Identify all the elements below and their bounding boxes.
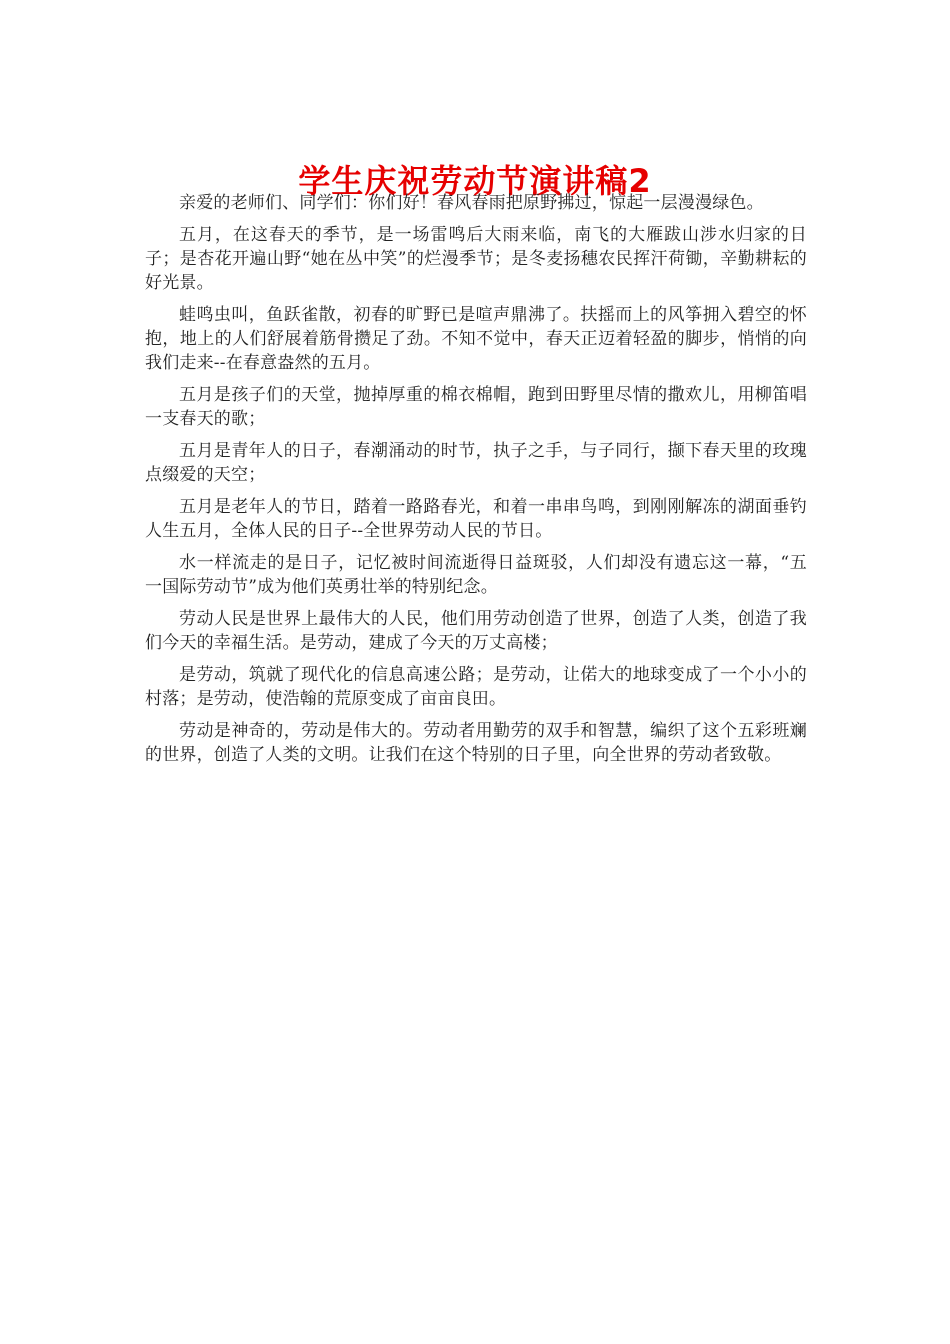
document-body	[145, 191, 807, 775]
paragraph-8: 劳动人民是世界上最伟大的人民，他们用劳动创造了世界，创造了人类，创造了我们今天的幸福生活。是劳动，建成了今天的万丈高楼；	[145, 609, 807, 653]
paragraph-2: 五月，在这春天的季节，是一场雷鸣后大雨来临，南飞的大雁跋山涉水归家的日子；是杏花开遍山野“她在丛中笑”的烂漫季节；是冬麦扬穗农民挥汗荷锄，辛勤耕耘的好光景。	[145, 225, 807, 293]
paragraph-5: 五月是青年人的日子，春潮涌动的时节，执子之手，与子同行，撷下春天里的玫瑰点缀爱的天空；	[145, 441, 807, 485]
paragraph-1: 亲爱的老师们、同学们：你们好！春风春雨把原野拂过，惊起一层漫漫绿色。	[179, 193, 764, 213]
paragraph-10: 劳动是神奇的，劳动是伟大的。劳动者用勤劳的双手和智慧，编织了这个五彩班斓的世界，创造了人类的文明。让我们在这个特别的日子里，向全世界的劳动者致敬。	[145, 721, 807, 765]
paragraph-4: 五月是孩子们的天堂，抛掉厚重的棉衣棉帽，跑到田野里尽情的撒欢儿，用柳笛唱一支春天的歌；	[145, 385, 807, 429]
paragraph-7: 水一样流走的是日子，记忆被时间流逝得日益斑驳，人们却没有遗忘这一幕，“五一国际劳动节”成为他们英勇壮举的特别纪念。	[145, 553, 807, 597]
paragraph-3: 蛙鸣虫叫，鱼跃雀散，初春的旷野已是喧声鼎沸了。扶摇而上的风筝拥入碧空的怀抱，地上的人们舒展着筋骨攒足了劲。不知不觉中，春天正迈着轻盈的脚步，悄悄的向我们走来--在春意盎然的五月。	[145, 305, 807, 373]
page-title: 学生庆祝劳动节演讲稿2	[298, 162, 652, 201]
paragraph-9: 是劳动，筑就了现代化的信息高速公路；是劳动，让偌大的地球变成了一个小小的村落；是劳动，使浩翰的荒原变成了亩亩良田。	[145, 665, 807, 709]
paragraph-6: 五月是老年人的节日，踏着一路路春光，和着一串串鸟鸣，到刚刚解冻的湖面垂钓人生五月，全体人民的日子--全世界劳动人民的节日。	[145, 497, 807, 541]
